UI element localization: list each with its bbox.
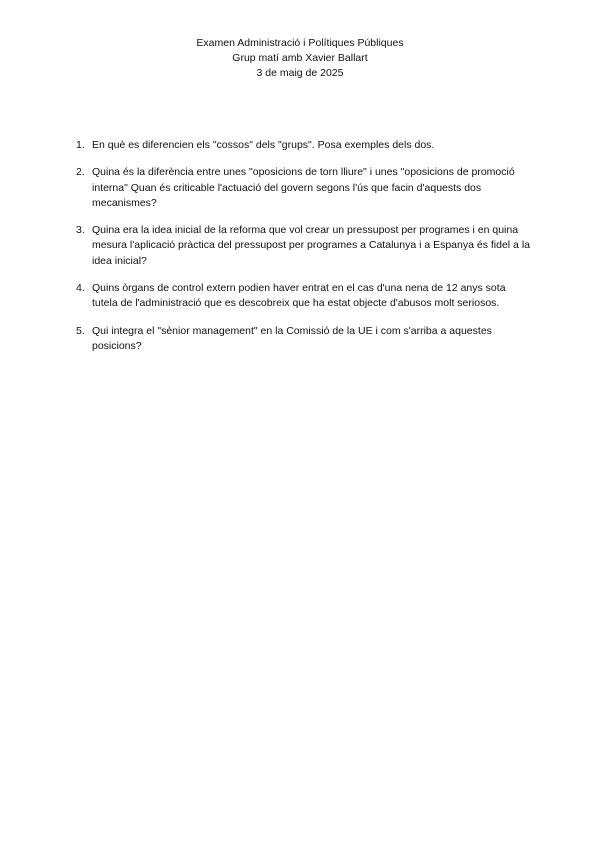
question-number: 2. bbox=[76, 166, 85, 179]
question-list bbox=[0, 138, 600, 366]
question-item bbox=[0, 165, 600, 211]
exam-header bbox=[0, 36, 600, 81]
question-item bbox=[0, 138, 600, 153]
exam-group: Grup matí amb Xavier Ballart bbox=[232, 52, 368, 64]
question-number: 4. bbox=[76, 282, 85, 295]
question-item bbox=[0, 281, 600, 312]
question-number: 3. bbox=[76, 224, 85, 237]
question-text: En què es diferencien els "cossos" dels "grups". Posa exemples dels dos. bbox=[92, 139, 435, 151]
question-item bbox=[0, 223, 600, 269]
question-text: Quina és la diferència entre unes "oposicions de torn lliure" i unes "oposicions de promoció interna" Quan és criticable l'actuació del govern segons l'ús que facin d'aquests dos mecanismes? bbox=[92, 166, 515, 209]
question-text: Qui integra el "sènior management" en la Comissió de la UE i com s'arriba a aquestes posicions? bbox=[92, 324, 492, 352]
question-number: 1. bbox=[76, 139, 85, 151]
question-text: Quina era la idea inicial de la reforma que vol crear un pressupost per programes i en quina mesura l'aplicació pràctica del pressupost per programes a Catalunya i a Espanya és fidel a la idea inicial? bbox=[92, 224, 530, 267]
question-item bbox=[0, 324, 600, 355]
exam-title: Examen Administració i Polítiques Públiques bbox=[196, 37, 404, 49]
exam-date: 3 de maig de 2025 bbox=[256, 67, 344, 79]
question-number: 5. bbox=[76, 324, 85, 337]
question-text: Quins òrgans de control extern podien haver entrat en el cas d'una nena de 12 anys sota tutela de l'administració que es descobreix que ha estat objecte d'abusos molt seriosos. bbox=[92, 282, 506, 310]
